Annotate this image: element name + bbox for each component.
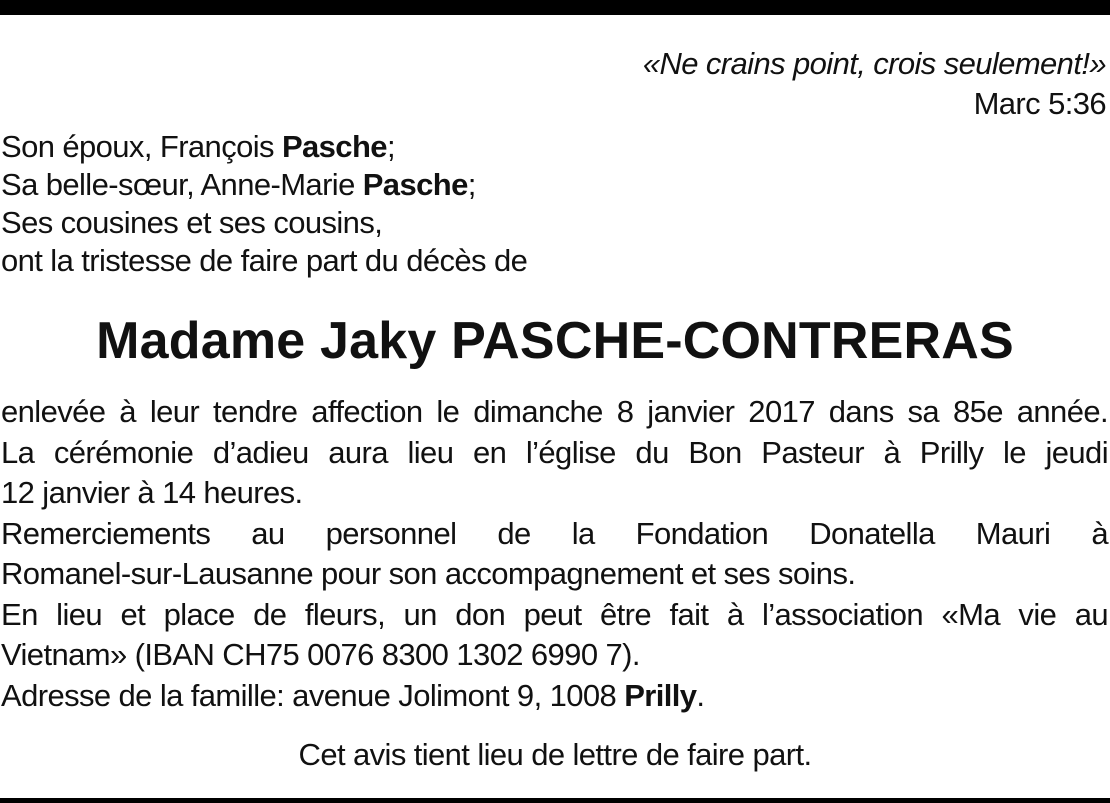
- obituary-body: [1, 392, 1108, 716]
- body-line-3: 12 janvier à 14 heures.: [1, 475, 303, 510]
- closing-notice: Cet avis tient lieu de lettre de faire part.: [298, 737, 812, 772]
- bible-quote: [643, 44, 1106, 124]
- family-line-cousins: Ses cousines et ses cousins,: [1, 205, 383, 240]
- bottom-border-rule: [0, 798, 1110, 803]
- body-line-7: Vietnam» (IBAN CH75 0076 8300 1302 6990 7).: [1, 637, 640, 672]
- family-line-spouse: [1, 128, 527, 166]
- body-line-6: En lieu et place de fleurs, un don peut être fait à l’association «Ma vie au: [1, 596, 1108, 632]
- family-line-sister-in-law-punct: ;: [467, 167, 476, 202]
- quote-reference: Marc 5:36: [973, 86, 1106, 121]
- family-line-sister-in-law-surname: Pasche: [362, 167, 468, 202]
- family-address-text: Adresse de la famille: avenue Jolimont 9, 1008: [1, 677, 625, 713]
- family-address-town: Prilly: [624, 677, 697, 713]
- family-line-sister-in-law-text: Sa belle-sœur, Anne-Marie: [1, 167, 363, 202]
- family-line-spouse-surname: Pasche: [281, 129, 387, 164]
- quote-text: «Ne crains point, crois seulement!»: [642, 46, 1106, 81]
- deceased-name: Madame Jaky PASCHE-CONTRERAS: [96, 312, 1014, 370]
- family-line-spouse-text: Son époux, François: [1, 129, 282, 164]
- body-line-5: Romanel-sur-Lausanne pour son accompagnement et ses soins.: [1, 556, 856, 591]
- family-address-punct: .: [696, 677, 705, 713]
- family-line-spouse-punct: ;: [386, 129, 395, 164]
- family-line-sister-in-law: [1, 166, 527, 204]
- body-line-4: Remerciements au personnel de la Fondation Donatella Mauri à: [1, 515, 1108, 551]
- body-line-8: [1, 676, 1108, 717]
- family-line-announcement: ont la tristesse de faire part du décès de: [1, 243, 528, 278]
- family-announcement: [1, 128, 527, 280]
- body-line-1: enlevée à leur tendre affection le dimanche 8 janvier 2017 dans sa 85e année.: [1, 394, 1108, 429]
- body-line-2: La cérémonie d’adieu aura lieu en l’église du Bon Pasteur à Prilly le jeudi: [1, 434, 1108, 470]
- top-border-rule: [0, 0, 1110, 15]
